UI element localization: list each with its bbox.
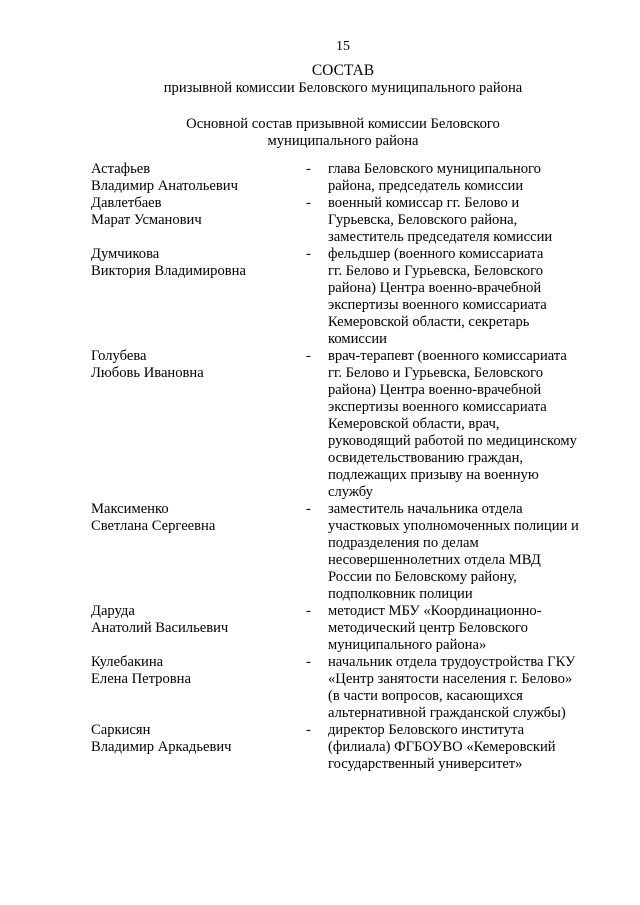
member-name [91,161,306,195]
member-name [91,603,306,654]
member-name-line: Даруда [91,603,135,619]
member-role-line: освидетельствованию граждан, [328,450,524,466]
member-role-line: (филиала) ФГБОУВО «Кемеровский [328,739,556,755]
member-dash: - [306,603,311,619]
member-role-line: гг. Белово и Гурьевска, Беловского [328,263,544,279]
member-role-line: службу [328,484,373,500]
member-role-line: России по Беловскому району, [328,569,517,585]
member-role [328,654,601,722]
member-role-line: подразделения по делам [328,535,479,551]
member-name-line: Голубева [91,348,147,364]
section-heading-line: муниципального района [267,133,419,149]
page-number: 15 [336,39,350,54]
member-dash: - [306,348,311,364]
member-dash: - [306,722,311,738]
member-role-line: заместитель начальника отдела [328,501,523,517]
member-name-line: Кулебакина [91,654,164,670]
member-row [91,654,601,722]
member-role-line: гг. Белово и Гурьевска, Беловского [328,365,544,381]
member-role-line: комиссии [328,331,387,347]
member-role-line: заместитель председателя комиссии [328,229,553,245]
member-name-line: Максименко [91,501,169,517]
section-heading-line: Основной состав призывной комиссии Беловского [186,116,500,132]
member-row [91,603,601,654]
member-row [91,246,601,348]
member-row [91,195,601,246]
member-name-line: Саркисян [91,722,151,738]
member-role-line: (в части вопросов, касающихся [328,688,523,704]
member-role-line: экспертизы военного комиссариата [328,399,547,415]
member-role-line: директор Беловского института [328,722,525,738]
member-role-line: Кемеровской области, врач, [328,416,500,432]
member-role [328,195,601,246]
member-role [328,501,601,603]
member-role-line: участковых уполномоченных полиции и [328,518,579,534]
member-name-line: Анатолий Васильевич [91,620,229,636]
member-role-line: методист МБУ «Координационно- [328,603,542,619]
member-row [91,501,601,603]
member-name-line: Любовь Ивановна [91,365,204,381]
member-role-line: Гурьевска, Беловского района, [328,212,518,228]
member-name-line: Елена Петровна [91,671,191,687]
member-role-line: глава Беловского муниципального [328,161,541,177]
member-name [91,501,306,603]
member-role-line: Кемеровской области, секретарь [328,314,530,330]
member-role-line: района) Центра военно-врачебной [328,382,542,398]
member-name-line: Астафьев [91,161,151,177]
member-name [91,348,306,501]
member-name-line: Думчикова [91,246,160,262]
member-role-line: экспертизы военного комиссариата [328,297,547,313]
member-dash: - [306,195,311,211]
member-name-line: Светлана Сергеевна [91,518,216,534]
member-dash: - [306,654,311,670]
member-role-line: района, председатель комиссии [328,178,524,194]
member-dash: - [306,246,311,262]
document-title: СОСТАВ [311,62,375,79]
member-role-line: муниципального района» [328,637,487,653]
member-name-line: Владимир Анатольевич [91,178,238,194]
member-name-line: Давлетбаев [91,195,162,211]
member-row [91,722,601,773]
member-role-line: военный комиссар гг. Белово и [328,195,520,211]
member-role-line: подлежащих призыву на военную [328,467,539,483]
member-name [91,195,306,246]
member-name-line: Марат Усманович [91,212,202,228]
member-role-line: врач-терапевт (военного комиссариата [328,348,567,364]
member-role-line: альтернативной гражданской службы) [328,705,566,721]
member-name [91,654,306,722]
member-dash: - [306,161,311,177]
member-role-line: «Центр занятости населения г. Белово» [328,671,573,687]
member-role [328,246,601,348]
section-heading [0,116,640,150]
member-role [328,722,601,773]
member-row [91,348,601,501]
member-role-line: методический центр Беловского [328,620,528,636]
members-list [91,161,601,773]
member-role [328,603,601,654]
member-role-line: фельдшер (военного комиссариата [328,246,544,262]
member-name-line: Виктория Владимировна [91,263,246,279]
member-name-line: Владимир Аркадьевич [91,739,232,755]
member-name [91,246,306,348]
member-role-line: района) Центра военно-врачебной [328,280,542,296]
member-dash: - [306,501,311,517]
member-role [328,161,601,195]
member-name [91,722,306,773]
member-role-line: руководящий работой по медицинскому [328,433,577,449]
document-subtitle: призывной комиссии Беловского муниципального района [163,80,523,96]
member-role-line: начальник отдела трудоустройства ГКУ [328,654,576,670]
member-row [91,161,601,195]
member-role [328,348,601,501]
member-role-line: подполковник полиции [328,586,473,602]
member-role-line: несовершеннолетних отдела МВД [328,552,541,568]
member-role-line: государственный университет» [328,756,523,772]
